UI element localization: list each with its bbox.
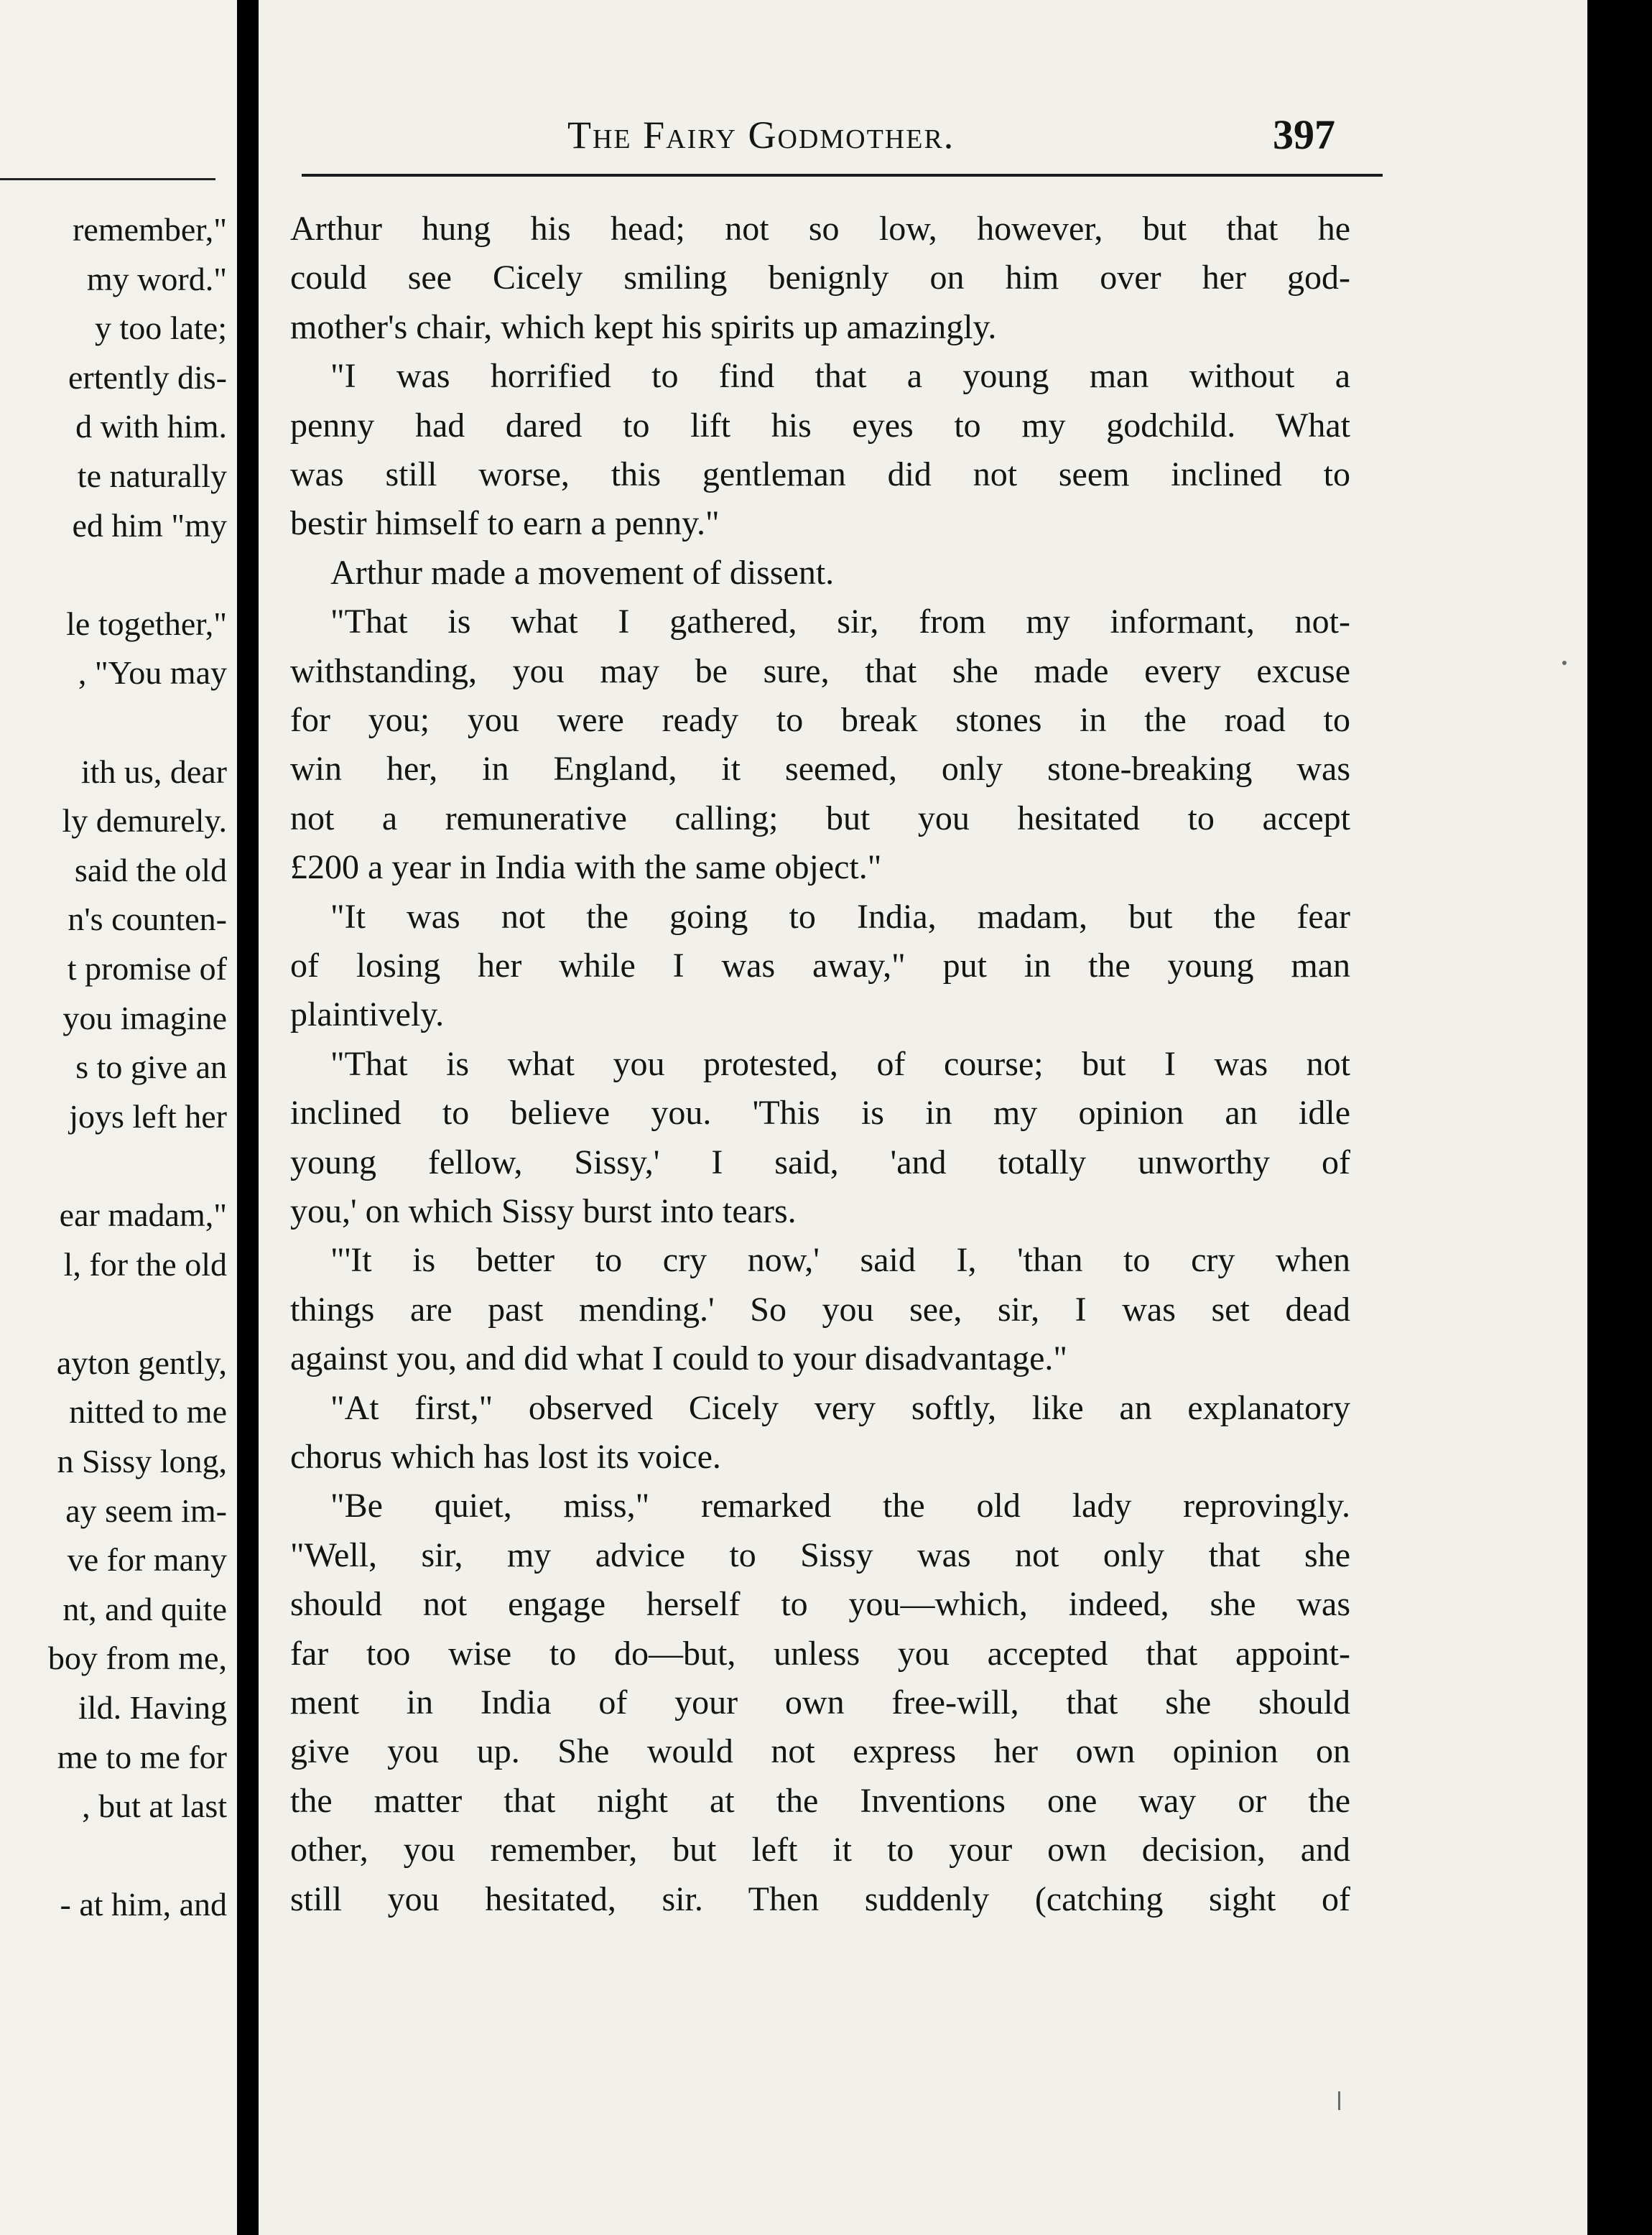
body-line: chorus which has lost its voice. <box>290 1438 721 1476</box>
left-page-line: nt, and quite <box>62 1590 227 1627</box>
running-head <box>259 109 1587 167</box>
left-page-line: said the old <box>74 851 227 888</box>
body-line: of losing her while I was away," put in the young man <box>290 947 1350 985</box>
left-page-line: , "You may <box>78 654 227 692</box>
body-line: inclined to believe you. 'This is in my opinion an idle <box>290 1094 1350 1133</box>
left-page-line: te naturally <box>77 457 227 494</box>
left-page-line: - at him, and <box>60 1886 227 1923</box>
body-line: the matter that night at the Inventions one way or the <box>290 1781 1350 1820</box>
left-page-line: boy from me, <box>47 1640 227 1677</box>
scan-speck <box>1562 661 1567 665</box>
body-line: not a remunerative calling; but you hesitated to accept <box>290 799 1350 837</box>
body-line: give you up. She would not express her own opinion on <box>290 1732 1350 1771</box>
left-page-fragment <box>0 0 237 2235</box>
body-line: was still worse, this gentleman did not seem inclined to <box>290 455 1350 493</box>
left-page-line: ild. Having <box>78 1689 227 1726</box>
left-page-line: you imagine <box>62 999 227 1036</box>
left-page-line: ve for many <box>67 1541 227 1579</box>
header-rule <box>302 174 1383 177</box>
left-page-line: my word." <box>86 260 227 297</box>
body-line: "That is what you protested, of course; but I was not <box>330 1044 1350 1083</box>
left-page-line: nitted to me <box>69 1393 227 1431</box>
running-title: The Fairy Godmother. <box>567 113 955 157</box>
body-line: "That is what I gathered, sir, from my informant, not- <box>330 603 1350 641</box>
body-line: withstanding, you may be sure, that she made every excuse <box>290 651 1350 690</box>
body-line: other, you remember, but left it to your own decision, and <box>290 1831 1350 1869</box>
left-page-line: remember," <box>73 211 227 248</box>
body-line: plaintively. <box>290 995 445 1034</box>
body-line: for you; you were ready to break stones in the road to <box>290 701 1350 739</box>
left-page-line: ayton gently, <box>56 1344 227 1381</box>
left-page-line: s to give an <box>75 1049 227 1086</box>
left-page-line: ly demurely. <box>62 802 227 840</box>
scan-speck <box>1338 2091 1340 2110</box>
left-page-line: ear madam," <box>59 1197 227 1233</box>
body-line: far too wise to do—but, unless you accepted that appoint- <box>290 1634 1350 1673</box>
left-page-line: l, for the old <box>63 1245 227 1283</box>
body-line: penny had dared to lift his eyes to my godchild. What <box>290 406 1350 445</box>
body-line: "Well, sir, my advice to Sissy was not only that she <box>290 1535 1350 1574</box>
left-page-line: d with him. <box>75 408 227 445</box>
book-gutter <box>237 0 259 2235</box>
left-page-rule <box>0 178 215 180</box>
body-line: could see Cicely smiling benignly on him over her god- <box>290 259 1350 297</box>
left-page-line: n's counten- <box>68 901 227 938</box>
body-line: win her, in England, it seemed, only stone-breaking was <box>290 750 1350 789</box>
left-page-line: joys left her <box>69 1097 227 1135</box>
left-page-line: ed him "my <box>72 506 227 544</box>
scan-border <box>1587 0 1652 2235</box>
body-line: mother's chair, which kept his spirits up amazingly. <box>290 307 997 346</box>
left-page-line: t promise of <box>67 950 227 987</box>
body-line: £200 a year in India with the same object." <box>290 848 882 887</box>
body-line: young fellow, Sissy,' I said, 'and totally unworthy of <box>290 1143 1350 1181</box>
body-line: still you hesitated, sir. Then suddenly (catching sight of <box>290 1879 1350 1918</box>
body-line: "At first," observed Cicely very softly, like an explanatory <box>330 1388 1350 1427</box>
left-page-line: , but at last <box>82 1788 227 1825</box>
page-number: 397 <box>1273 111 1335 158</box>
body-line: against you, and did what I could to your disadvantage." <box>290 1339 1068 1378</box>
left-page-line: le together," <box>66 605 227 642</box>
body-line: things are past mending.' So you see, sir, I was set dead <box>290 1290 1350 1329</box>
left-page-line: ith us, dear <box>80 753 227 790</box>
body-line: Arthur hung his head; not so low, however, but that he <box>290 210 1350 248</box>
left-page-line: ay seem im- <box>65 1492 227 1529</box>
body-line: Arthur made a movement of dissent. <box>330 553 835 592</box>
body-line: "I was horrified to find that a young man without a <box>330 357 1350 396</box>
left-page-line: n Sissy long, <box>57 1443 227 1479</box>
body-line: "'It is better to cry now,' said I, 'than to cry when <box>330 1241 1350 1280</box>
body-line: "It was not the going to India, madam, but the fear <box>330 897 1350 936</box>
left-page-line: me to me for <box>57 1738 227 1775</box>
body-line: "Be quiet, miss," remarked the old lady reprovingly. <box>330 1487 1350 1525</box>
body-line: ment in India of your own free-will, that she should <box>290 1683 1350 1721</box>
body-line: you,' on which Sissy burst into tears. <box>290 1192 797 1230</box>
left-page-line: ertently dis- <box>68 358 227 396</box>
body-line: bestir himself to earn a penny." <box>290 504 720 543</box>
right-page <box>259 0 1587 2235</box>
left-page-line: y too late; <box>95 310 227 347</box>
body-line: should not engage herself to you—which, indeed, she was <box>290 1585 1350 1624</box>
